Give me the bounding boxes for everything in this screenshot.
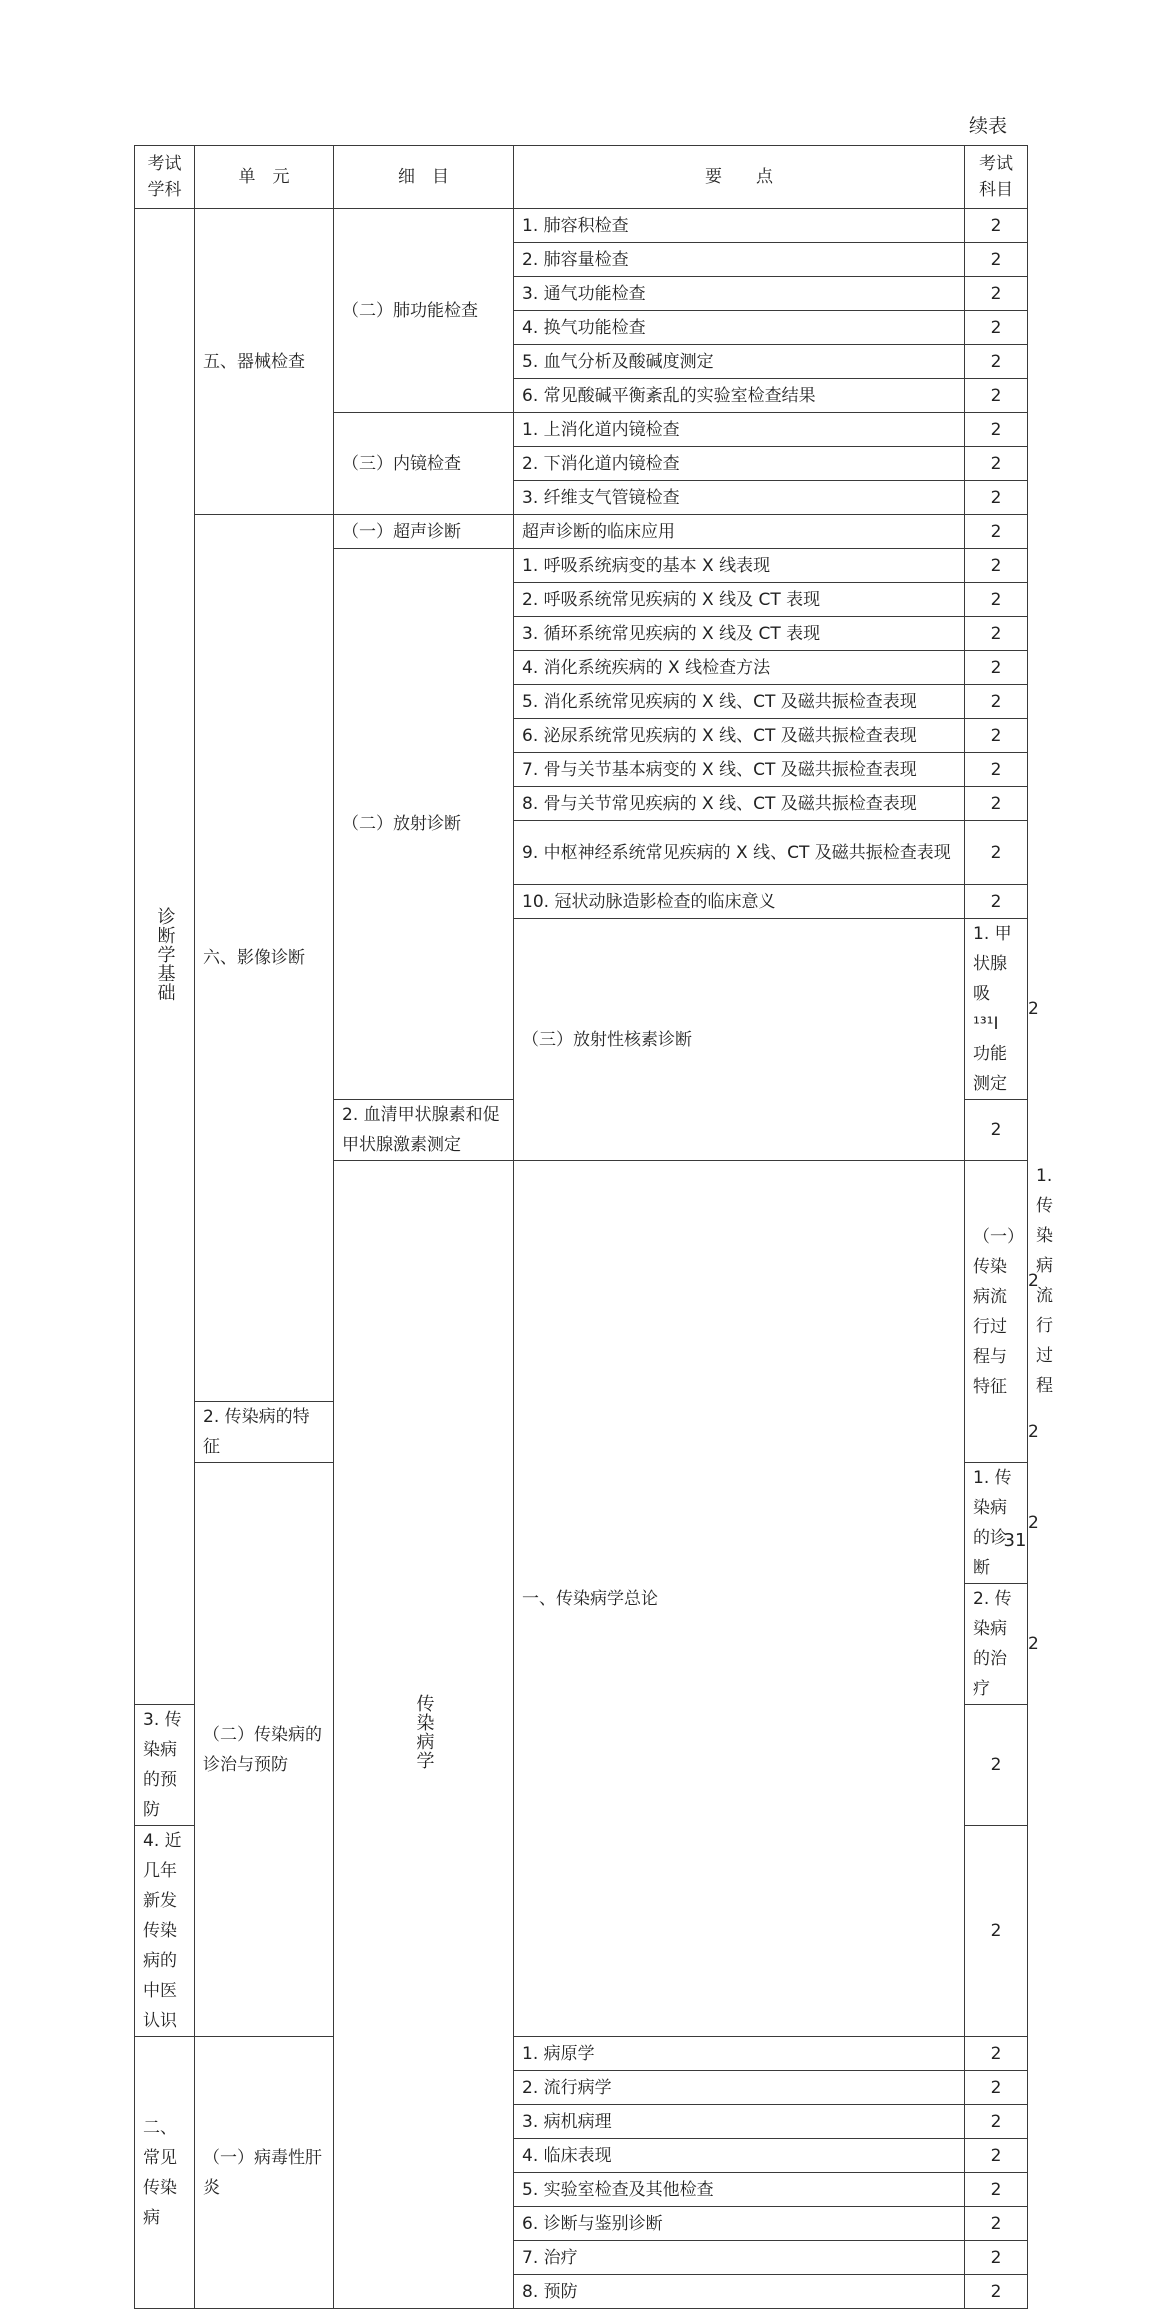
detail-cell: （二）放射诊断 [334, 549, 514, 1100]
point-cell: 5. 血气分析及酸碱度测定 [514, 345, 965, 379]
level-cell: 2 [965, 2139, 1028, 2173]
level-cell: 2 [965, 2071, 1028, 2105]
level-cell: 2 [965, 413, 1028, 447]
subject-cell-text: 诊断学基础 [154, 906, 176, 1002]
point-cell: 3. 病机病理 [514, 2105, 965, 2139]
level-cell: 2 [965, 345, 1028, 379]
level-cell: 2 [965, 379, 1028, 413]
unit-cell: 六、影像诊断 [195, 515, 334, 1402]
table-row: （二）传染病的诊治与预防 1. 传染病的诊断 2 [135, 1463, 1028, 1584]
level-cell: 2 [965, 1100, 1028, 1161]
level-cell: 2 [965, 447, 1028, 481]
point-cell: 3. 传染病的预防 [135, 1705, 195, 1826]
point-cell: 2. 流行病学 [514, 2071, 965, 2105]
table-row: 传染病学 一、传染病学总论 （一）传染病流行过程与特征 1. 传染病流行过程 2 [135, 1161, 1028, 1402]
point-cell: 6. 常见酸碱平衡紊乱的实验室检查结果 [514, 379, 965, 413]
detail-cell: （二）肺功能检查 [334, 209, 514, 413]
level-cell: 2 [965, 2037, 1028, 2071]
level-cell: 2 [965, 2105, 1028, 2139]
point-cell: 4. 临床表现 [514, 2139, 965, 2173]
level-cell: 2 [965, 2241, 1028, 2275]
table-row [135, 2037, 1028, 2071]
point-cell: 2. 传染病的治疗 [965, 1584, 1028, 1705]
page-number: 31 [1003, 1530, 1027, 1551]
level-cell: 2 [965, 885, 1028, 919]
detail-cell: （三）内镜检查 [334, 413, 514, 515]
point-cell: 2. 下消化道内镜检查 [514, 447, 965, 481]
level-cell: 2 [965, 719, 1028, 753]
table-body [135, 209, 1053, 2309]
point-cell: 5. 实验室检查及其他检查 [514, 2173, 965, 2207]
level-cell: 2 [965, 311, 1028, 345]
level-cell: 2 [965, 583, 1028, 617]
level-cell: 2 [965, 209, 1028, 243]
detail-cell: （一）病毒性肝炎 [195, 2037, 334, 2309]
point-cell: 3. 纤维支气管镜检查 [514, 481, 965, 515]
level-cell: 2 [965, 2207, 1028, 2241]
point-cell: 10. 冠状动脉造影检查的临床意义 [514, 885, 965, 919]
level-cell: 2 [965, 787, 1028, 821]
point-cell: 8. 骨与关节常见疾病的 X 线、CT 及磁共振检查表现 [514, 787, 965, 821]
continuation-label: 续表 [968, 115, 1007, 137]
level-cell: 2 [965, 1826, 1028, 2037]
point-cell: 2. 血清甲状腺素和促甲状腺激素测定 [334, 1100, 514, 1161]
level-cell: 2 [965, 515, 1028, 549]
detail-cell: （一）传染病流行过程与特征 [965, 1161, 1028, 1463]
point-cell: 2. 呼吸系统常见疾病的 X 线及 CT 表现 [514, 583, 965, 617]
point-cell: 1. 肺容积检查 [514, 209, 965, 243]
table-row [135, 515, 1028, 549]
point-cell: 7. 骨与关节基本病变的 X 线、CT 及磁共振检查表现 [514, 753, 965, 787]
level-cell: 2 [965, 821, 1028, 885]
point-cell: 5. 消化系统常见疾病的 X 线、CT 及磁共振检查表现 [514, 685, 965, 719]
level-cell: 2 [965, 2173, 1028, 2207]
header-unit: 单 元 [195, 146, 334, 209]
level-cell: 2 [965, 277, 1028, 311]
point-cell: 4. 近几年新发传染病的中医认识 [135, 1826, 195, 2037]
header-point: 要 点 [514, 146, 965, 209]
point-cell: 1. 甲状腺吸 ¹³¹I 功能测定 [965, 919, 1028, 1100]
unit-cell: 一、传染病学总论 [514, 1161, 965, 2037]
point-cell: 6. 泌尿系统常见疾病的 X 线、CT 及磁共振检查表现 [514, 719, 965, 753]
level-cell: 2 [965, 685, 1028, 719]
unit-cell: 五、器械检查 [195, 209, 334, 515]
detail-cell: （一）超声诊断 [334, 515, 514, 549]
subject-cell-text: 传染病学 [413, 1694, 435, 1770]
header-subject: 考试学科 [135, 146, 195, 209]
point-cell: 7. 治疗 [514, 2241, 965, 2275]
header-row [135, 146, 1028, 209]
header-detail: 细 目 [334, 146, 514, 209]
syllabus-table [134, 145, 1053, 2309]
point-cell: 9. 中枢神经系统常见疾病的 X 线、CT 及磁共振检查表现 [514, 821, 965, 885]
detail-cell: （三）放射性核素诊断 [514, 919, 965, 1161]
table-row: （三）放射性核素诊断 1. 甲状腺吸 ¹³¹I 功能测定 2 [135, 919, 1028, 1100]
detail-cell: （二）传染病的诊治与预防 [195, 1463, 334, 2037]
subject-cell [334, 1161, 514, 2309]
table-row: 2. 传染病的治疗 2 [135, 1584, 1028, 1705]
point-cell: 1. 呼吸系统病变的基本 X 线表现 [514, 549, 965, 583]
point-cell: 6. 诊断与鉴别诊断 [514, 2207, 965, 2241]
point-cell: 1. 传染病的诊断 [965, 1463, 1028, 1584]
subject-cell [135, 209, 195, 1705]
level-cell: 2 [965, 549, 1028, 583]
point-cell: 8. 预防 [514, 2275, 965, 2309]
level-cell: 2 [965, 651, 1028, 685]
unit-cell: 二、常见传染病 [135, 2037, 195, 2309]
table-row [135, 209, 1028, 243]
point-cell: 1. 上消化道内镜检查 [514, 413, 965, 447]
point-cell: 1. 病原学 [514, 2037, 965, 2071]
level-cell: 2 [965, 243, 1028, 277]
point-cell: 2. 肺容量检查 [514, 243, 965, 277]
header-level: 考试科目 [965, 146, 1028, 209]
point-cell: 3. 循环系统常见疾病的 X 线及 CT 表现 [514, 617, 965, 651]
level-cell: 2 [965, 1705, 1028, 1826]
level-cell: 2 [965, 2275, 1028, 2309]
point-cell: 3. 通气功能检查 [514, 277, 965, 311]
point-cell: 超声诊断的临床应用 [514, 515, 965, 549]
point-cell: 4. 换气功能检查 [514, 311, 965, 345]
table-row: 2. 传染病的特征 2 [135, 1402, 1028, 1463]
level-cell: 2 [965, 617, 1028, 651]
point-cell: 4. 消化系统疾病的 X 线检查方法 [514, 651, 965, 685]
level-cell: 2 [965, 753, 1028, 787]
point-cell: 2. 传染病的特征 [195, 1402, 334, 1463]
level-cell: 2 [965, 481, 1028, 515]
